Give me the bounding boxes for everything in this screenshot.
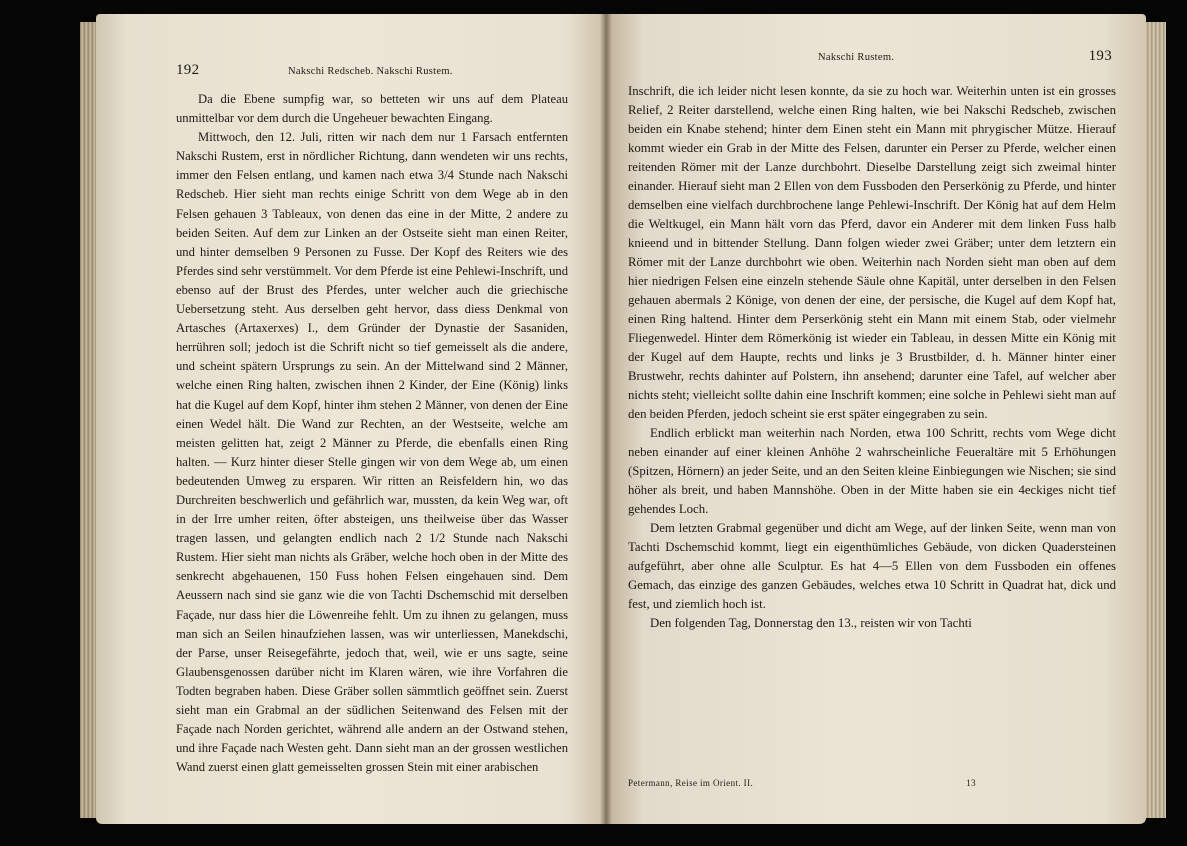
- left-running-head: Nakschi Redscheb. Nakschi Rustem.: [288, 66, 453, 77]
- left-paragraph-1: Da die Ebene sumpfig war, so betteten wir uns auf dem Plateau unmittelbar vor dem durch die Ungeheuer bewachten Eingang.: [176, 92, 568, 126]
- right-running-head: Nakschi Rustem.: [818, 52, 895, 63]
- right-paragraph-4: Den folgenden Tag, Donnerstag den 13., reisten wir von Tachti: [650, 616, 972, 630]
- footer-signature: Petermann, Reise im Orient. II.: [628, 778, 754, 788]
- right-page: [606, 14, 1146, 824]
- right-paragraph-2: Endlich erblickt man weiterhin nach Norden, etwa 100 Schritt, rechts vom Wege dicht neben einander auf einer kleinen Anhöhe 2 wahrscheinliche Feueraltäre mit 5 Erhöhungen (Spitzen, Hörnern) an jeder Seite, und an den Seiten kleine Einbiegungen wie Nischen; sie sind höher als breit, und haben Mannshöhe. Oben in der Mitte haben sie ein 4eckiges nicht tief gehendes Loch.: [628, 426, 1116, 516]
- right-paragraph-3: Dem letzten Grabmal gegenüber und dicht am Wege, auf der linken Seite, wenn man von Tachti Dschemschid kommt, liegt ein eigenthümliches Gebäude, von dicken Quadersteinen aufgeführt, aber ohne alle Sculptur. Es hat 4—5 Ellen von dem Fussboden ein offenes Gemach, das einzige des ganzen Gebäudes, welches etwa 10 Schritt in Quadrat hat, dick und fest, und ziemlich hoch ist.: [628, 521, 1116, 611]
- right-page-header: [628, 48, 1116, 82]
- right-page-number: 193: [1088, 48, 1112, 64]
- left-page-header: [176, 62, 568, 90]
- left-page-body: [176, 90, 568, 777]
- left-paragraph-2: Mittwoch, den 12. Juli, ritten wir nach dem nur 1 Farsach entfernten Nakschi Rustem, erst in nördlicher Richtung, dann wendeten wir uns rechts, immer den Felsen entlang, und kamen nach etwa 3/4 Stunde nach Nakschi Redscheb. Hier sieht man rechts einige Schritt von dem Wege ab in den Felsen gehauen 3 Tableaux, von denen das eine in der Mitte, 2 andere zu beiden Seiten. Auf dem zur Linken an der Ostseite sieht man einen Reiter, und hinter demselben 9 Personen zu Fusse. Der Kopf des Reiters wie des Pferdes sind sehr verstümmelt. Vor dem Pferde ist eine Pehlewi-Inschrift, und ebenso auf der Brust des Pferdes, unter welcher auch die griechische Uebersetzung steht. Aus derselben geht hervor, dass diess Denkmal von Artasches (Artaxerxes) I., dem Gründer der Dynastie der Sasaniden, herrühren soll; jedoch ist die Schrift nicht so tief gemeisselt als die andere, und scheint spätern Ursprungs zu sein. An der Mittelwand sind 2 Männer, welche einen Ring halten, zwischen ihnen 2 Kinder, der Eine (König) links hat die Kugel auf dem Kopf, hinter ihm stehen 2 Männer, von denen der Eine einen Wedel hält. Die Wand zur Rechten, an der Westseite, welche am meisten gelitten hat, zeigt 2 Männer zu Pferde, die ebenfalls einen Ring halten. — Kurz hinter dieser Stelle gingen wir von dem Wege ab, um einen bedeutenden Umweg zu ersparen. Wir ritten an Reisfeldern hin, wo das Durchreiten beschwerlich und gefährlich war, mussten, da kein Weg war, oft in der Irre umher reiten, öfter absteigen, uns theilweise über das Wasser tragen lassen, und gelangten endlich nach 2 1/2 Stunde nach Nakschi Rustem. Hier sieht man nichts als Gräber, welche hoch oben in der Mitte des senkrecht abgehauenen, 150 Fuss hohen Felsen eingehauen sind. Dem Aeussern nach sind sie ganz wie die von Tachti Dschemschid mit derselben Façade, nur dass hier die Löwenreihe fehlt. Um zu ihnen zu gelangen, muss man sich an Seilen hinaufziehen lassen, was wir unterliessen, Manekdschi, der Parse, unser Reisegefährte, jedoch that, weil, wie er uns sagte, seine Glaubensgenossen darüber nicht im Klaren wären, wie ihre Vorfahren die Todten begraben haben. Diese Gräber sollen sämmtlich geöffnet sein. Zuerst sieht man ein Grabmal an der südlichen Seitenwand des Felsen mit der Façade nach Norden gerichtet, während alle andern an der Ostwand stehen, und ihre Façade nach Westen geht. Dann sieht man an der grossen westlichen Wand zuerst einen glatt gemeisselten grossen Stein mit einer arabischen: [176, 130, 568, 775]
- book-gutter: [600, 14, 612, 824]
- right-page-edges: [1144, 22, 1166, 818]
- left-page-number: 192: [176, 62, 200, 78]
- footer-sheet-number: 13: [966, 778, 976, 788]
- right-page-body: [628, 82, 1116, 633]
- right-paragraph-1: Inschrift, die ich leider nicht lesen konnte, da sie zu hoch war. Weiterhin unten ist ein grosses Relief, 2 Reiter darstellend, welche einen Ring halten, wie bei Nakschi Redscheb, zwischen beiden ein Knabe stehend; hinter dem Einen steht ein Mann mit phrygischer Mütze. Hierauf kommt wieder ein Grab in der Mitte des Felsen, darunter ein Perser zu Pferde, welcher einen reitenden Römer mit der Lanze durchbohrt. Dieselbe Darstellung zeigt sich zweimal hinter einander. Hierauf sieht man 2 Ellen von dem Fussboden den Perserkönig zu Pferde, und hinter demselben eine vielfach durchbrochene lange Pehlewi-Inschrift. Der König hat auf dem Helm die Weltkugel, ein Mann hält vorn das Pferd, davor ein Anderer mit dem linken Fuss halb knieend und in bittender Stellung. Dann folgen wieder zwei Gräber; unter dem letztern ein Römer mit der Lanze durchbohrt wie oben. Weiterhin nach Norden sieht man oben auf dem hier niedrigen Felsen eine einzeln stehende Säule ohne Kapitäl, unter derselben in den Felsen gehauen abermals 2 Könige, von denen der eine, der persische, die Kugel auf dem Kopf hat, einen Ring haltend. Hinter dem Perserkönig steht ein Mann mit einem Stab, oder vielmehr Fliegenwedel. Hinter dem Römerkönig ist wieder ein Tableau, in dessen Mitte ein König mit der Kugel auf dem Haupte, rechts und links je 3 Brustbilder, d. h. Männer hinter einer Brustwehr, rechts dahinter auf Polstern, ihn ansehend; darunter eine Tafel, auf welcher aber nichts steht; vielleicht sollte dahin eine Inschrift kommen; eine solche in Pehlewi sieht man auf den beiden Pferden, jedoch scheint sie erst später eingegraben zu sein.: [628, 84, 1116, 421]
- left-page: [96, 14, 606, 824]
